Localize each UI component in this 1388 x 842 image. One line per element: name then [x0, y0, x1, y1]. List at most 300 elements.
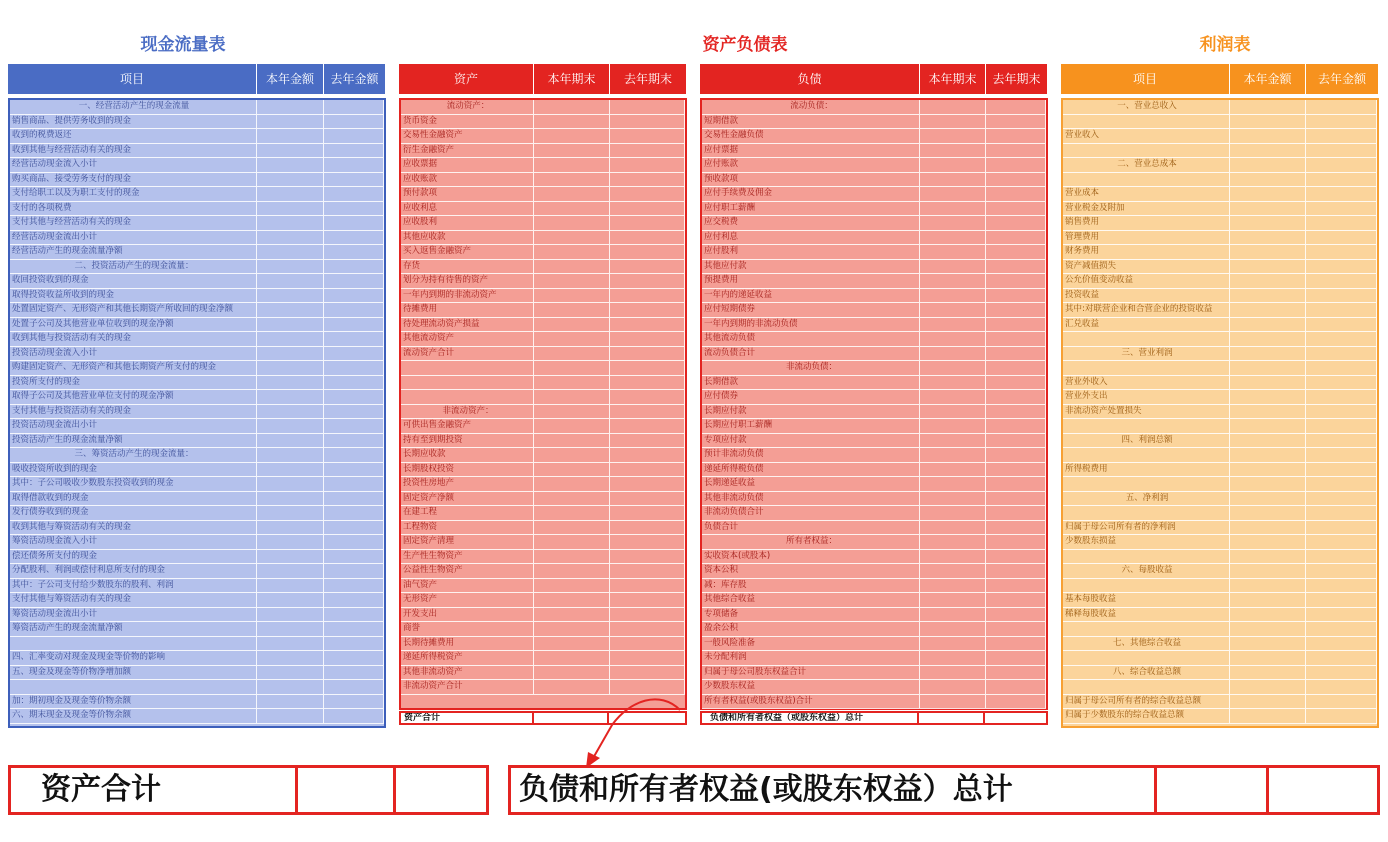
income-row-label — [1063, 622, 1230, 636]
income-row-current — [1230, 521, 1306, 535]
cashflow-row-previous — [324, 318, 384, 332]
liab-row — [702, 506, 1046, 521]
cashflow-row-label: 二、投资活动产生的现金流量： — [10, 260, 257, 274]
income-row-current — [1230, 231, 1306, 245]
liab-row-current — [920, 390, 986, 404]
cashflow-row — [10, 144, 384, 159]
income-row-label: 四、利润总额 — [1063, 434, 1230, 448]
liab-row — [702, 332, 1046, 347]
income-row-previous — [1306, 303, 1377, 317]
cashflow-row-previous — [324, 651, 384, 665]
liab-row-previous — [986, 666, 1046, 680]
assets-row-label — [401, 361, 534, 375]
liab-row — [702, 129, 1046, 144]
liab-row-label: 递延所得税负债 — [702, 463, 920, 477]
cashflow-row-previous — [324, 100, 384, 114]
cashflow-row-current — [257, 695, 324, 709]
income-row-label — [1063, 361, 1230, 375]
liab-row — [702, 202, 1046, 217]
cashflow-row-current — [257, 231, 324, 245]
assets-row-current — [534, 216, 610, 230]
assets-row-current — [534, 129, 610, 143]
assets-row-current — [534, 463, 610, 477]
liab-total-previous — [985, 713, 1046, 723]
assets-total-previous — [609, 713, 685, 723]
liab-row-current — [920, 173, 986, 187]
cashflow-row-previous — [324, 506, 384, 520]
liab-row-previous — [986, 637, 1046, 651]
income-row — [1063, 477, 1377, 492]
liab-row-label: 减：库存股 — [702, 579, 920, 593]
assets-row — [401, 231, 685, 246]
cashflow-row — [10, 158, 384, 173]
liab-row — [702, 158, 1046, 173]
zoom-assets-total-previous — [396, 768, 486, 812]
income-row-label: 汇兑收益 — [1063, 318, 1230, 332]
assets-row-label: 在建工程 — [401, 506, 534, 520]
assets-row-previous — [610, 564, 685, 578]
cashflow-row — [10, 187, 384, 202]
assets-row-previous — [610, 347, 685, 361]
liab-row — [702, 361, 1046, 376]
assets-row — [401, 579, 685, 594]
cashflow-row-current — [257, 419, 324, 433]
assets-row-label: 非流动资产： — [401, 405, 534, 419]
cashflow-row-current — [257, 144, 324, 158]
cashflow-row — [10, 202, 384, 217]
cashflow-row-label: 投资活动产生的现金流量净额 — [10, 434, 257, 448]
income-row-current — [1230, 593, 1306, 607]
liab-row — [702, 245, 1046, 260]
assets-row-current — [534, 303, 610, 317]
assets-row-label: 商誉 — [401, 622, 534, 636]
liab-row-previous — [986, 376, 1046, 390]
cashflow-row-current — [257, 100, 324, 114]
income-row-previous — [1306, 419, 1377, 433]
assets-row-previous — [610, 289, 685, 303]
income-row — [1063, 666, 1377, 681]
income-row — [1063, 303, 1377, 318]
assets-row-label: 待摊费用 — [401, 303, 534, 317]
income-row-label: 营业外支出 — [1063, 390, 1230, 404]
liab-row-previous — [986, 680, 1046, 694]
income-row-current — [1230, 303, 1306, 317]
cashflow-row — [10, 303, 384, 318]
assets-row-label: 预付款项 — [401, 187, 534, 201]
assets-row — [401, 680, 685, 695]
income-row — [1063, 231, 1377, 246]
liab-row-current — [920, 376, 986, 390]
liab-row-current — [920, 477, 986, 491]
cashflow-row-previous — [324, 129, 384, 143]
income-row — [1063, 115, 1377, 130]
income-row-current — [1230, 550, 1306, 564]
cashflow-row — [10, 260, 384, 275]
assets-row-previous — [610, 477, 685, 491]
liab-row-current — [920, 695, 986, 709]
income-row-previous — [1306, 506, 1377, 520]
income-row — [1063, 492, 1377, 507]
assets-row — [401, 144, 685, 159]
liab-row-label: 一年内到期的非流动负债 — [702, 318, 920, 332]
income-row-label: 三、营业利润 — [1063, 347, 1230, 361]
liab-row-label: 非流动负债合计 — [702, 506, 920, 520]
assets-row-previous — [610, 231, 685, 245]
cashflow-header-row — [8, 64, 386, 94]
liab-row — [702, 100, 1046, 115]
income-row-label: 营业收入 — [1063, 129, 1230, 143]
income-row-current — [1230, 564, 1306, 578]
cashflow-row-previous — [324, 405, 384, 419]
cashflow-row-previous — [324, 477, 384, 491]
income-row-label: 六、每股收益 — [1063, 564, 1230, 578]
cashflow-table — [8, 64, 386, 728]
assets-row-previous — [610, 187, 685, 201]
assets-row-label: 衍生金融资产 — [401, 144, 534, 158]
assets-row — [401, 492, 685, 507]
income-row-previous — [1306, 622, 1377, 636]
liab-row — [702, 390, 1046, 405]
assets-row-label: 应收股利 — [401, 216, 534, 230]
assets-row — [401, 506, 685, 521]
cashflow-row-current — [257, 579, 324, 593]
zoom-liab-total-previous — [1269, 768, 1377, 812]
liab-row — [702, 637, 1046, 652]
assets-row-label: 流动资产合计 — [401, 347, 534, 361]
cashflow-row — [10, 173, 384, 188]
assets-row-current — [534, 651, 610, 665]
liab-row-label: 归属于母公司股东权益合计 — [702, 666, 920, 680]
income-row-previous — [1306, 289, 1377, 303]
cashflow-row-label: 其中：子公司吸收少数股东投资收到的现金 — [10, 477, 257, 491]
cashflow-row-previous — [324, 347, 384, 361]
cashflow-row-current — [257, 361, 324, 375]
cashflow-row — [10, 274, 384, 289]
assets-row-current — [534, 535, 610, 549]
cashflow-row-previous — [324, 202, 384, 216]
liab-row-previous — [986, 289, 1046, 303]
income-row — [1063, 347, 1377, 362]
cashflow-title: 现金流量表 — [140, 35, 226, 55]
assets-row-previous — [610, 173, 685, 187]
liab-row-label: 应付票据 — [702, 144, 920, 158]
cashflow-row — [10, 637, 384, 652]
liab-total-label: 负债和所有者权益（或股东权益）总计 — [702, 713, 919, 723]
income-header-row — [1061, 64, 1379, 94]
assets-row-previous — [610, 216, 685, 230]
income-row — [1063, 709, 1377, 724]
assets-row-label: 待处理流动资产损益 — [401, 318, 534, 332]
cashflow-row-previous — [324, 289, 384, 303]
assets-row-previous — [610, 100, 685, 114]
income-row-label: 资产减值损失 — [1063, 260, 1230, 274]
cashflow-row-current — [257, 115, 324, 129]
liab-row-label: 长期应付职工薪酬 — [702, 419, 920, 433]
income-row-label: 所得税费用 — [1063, 463, 1230, 477]
income-row-current — [1230, 608, 1306, 622]
liab-row-current — [920, 434, 986, 448]
assets-row — [401, 173, 685, 188]
income-row — [1063, 274, 1377, 289]
income-row-previous — [1306, 318, 1377, 332]
assets-row-previous — [610, 434, 685, 448]
cashflow-row-previous — [324, 216, 384, 230]
income-row — [1063, 535, 1377, 550]
income-row-label: 稀释每股收益 — [1063, 608, 1230, 622]
cashflow-row-label: 投资所支付的现金 — [10, 376, 257, 390]
liab-row-label: 应付利息 — [702, 231, 920, 245]
assets-row-current — [534, 347, 610, 361]
assets-row-current — [534, 289, 610, 303]
assets-row-previous — [610, 158, 685, 172]
income-row-current — [1230, 289, 1306, 303]
cashflow-row-current — [257, 506, 324, 520]
liab-row-current — [920, 216, 986, 230]
assets-row-current — [534, 564, 610, 578]
income-row-label — [1063, 477, 1230, 491]
assets-table — [399, 64, 687, 710]
assets-row-previous — [610, 419, 685, 433]
cashflow-row — [10, 245, 384, 260]
liab-row-label: 所有者权益(或股东权益)合计 — [702, 695, 920, 709]
cashflow-row-label: 收到其他与投资活动有关的现金 — [10, 332, 257, 346]
liab-row-previous — [986, 405, 1046, 419]
liab-row-label: 长期借款 — [702, 376, 920, 390]
cashflow-row-label: 加：期初现金及现金等价物余额 — [10, 695, 257, 709]
cashflow-row — [10, 463, 384, 478]
cashflow-row-label: 其中：子公司支付给少数股东的股利、利润 — [10, 579, 257, 593]
assets-row — [401, 361, 685, 376]
assets-row-previous — [610, 376, 685, 390]
cashflow-row-label: 筹资活动产生的现金流量净额 — [10, 622, 257, 636]
income-row-label — [1063, 506, 1230, 520]
liab-row — [702, 289, 1046, 304]
income-row-label — [1063, 651, 1230, 665]
income-row-label: 基本每股收益 — [1063, 593, 1230, 607]
income-body — [1061, 98, 1379, 728]
income-row-previous — [1306, 535, 1377, 549]
assets-row-previous — [610, 637, 685, 651]
assets-row-current — [534, 448, 610, 462]
cashflow-row-label: 筹资活动现金流入小计 — [10, 535, 257, 549]
assets-row-current — [534, 202, 610, 216]
income-row-label: 销售费用 — [1063, 216, 1230, 230]
assets-row-previous — [610, 608, 685, 622]
liab-row-current — [920, 274, 986, 288]
assets-row-current — [534, 434, 610, 448]
liab-row-current — [920, 405, 986, 419]
liab-row-current — [920, 651, 986, 665]
liab-row-previous — [986, 231, 1046, 245]
liab-row-label: 少数股东权益 — [702, 680, 920, 694]
income-row — [1063, 564, 1377, 579]
liab-header-previous: 去年期末 — [986, 64, 1048, 94]
assets-row — [401, 115, 685, 130]
income-row-current — [1230, 129, 1306, 143]
income-row-label: 公允价值变动收益 — [1063, 274, 1230, 288]
income-row-previous — [1306, 434, 1377, 448]
cashflow-row-current — [257, 550, 324, 564]
liab-row-previous — [986, 593, 1046, 607]
cashflow-row-current — [257, 434, 324, 448]
liab-row-previous — [986, 260, 1046, 274]
cashflow-row-label: 三、筹资活动产生的现金流量： — [10, 448, 257, 462]
income-row-current — [1230, 245, 1306, 259]
cashflow-row-label: 收到其他与经营活动有关的现金 — [10, 144, 257, 158]
liab-row-previous — [986, 434, 1046, 448]
assets-row — [401, 332, 685, 347]
balance-title: 资产负债表 — [702, 35, 788, 55]
assets-row-label: 长期股权投资 — [401, 463, 534, 477]
liab-row-current — [920, 550, 986, 564]
cashflow-row-current — [257, 593, 324, 607]
income-row-label — [1063, 448, 1230, 462]
income-row — [1063, 434, 1377, 449]
liab-row-current — [920, 289, 986, 303]
income-row-previous — [1306, 448, 1377, 462]
cashflow-header-previous: 去年金额 — [324, 64, 386, 94]
assets-row-previous — [610, 260, 685, 274]
zoom-liab-total — [508, 765, 1380, 815]
liab-row-current — [920, 535, 986, 549]
income-row-label: 营业税金及附加 — [1063, 202, 1230, 216]
cashflow-row-label: 经营活动现金流入小计 — [10, 158, 257, 172]
cashflow-row-previous — [324, 463, 384, 477]
liab-row-previous — [986, 579, 1046, 593]
income-row — [1063, 332, 1377, 347]
liab-row-previous — [986, 492, 1046, 506]
income-row-current — [1230, 448, 1306, 462]
assets-row — [401, 245, 685, 260]
income-row-previous — [1306, 245, 1377, 259]
cashflow-row — [10, 216, 384, 231]
income-row-previous — [1306, 390, 1377, 404]
income-row-label: 投资收益 — [1063, 289, 1230, 303]
cashflow-row-current — [257, 535, 324, 549]
cashflow-row-previous — [324, 666, 384, 680]
assets-row-label: 一年内到期的非流动资产 — [401, 289, 534, 303]
assets-row-label: 其他应收款 — [401, 231, 534, 245]
income-row-previous — [1306, 463, 1377, 477]
cashflow-row — [10, 100, 384, 115]
income-row — [1063, 100, 1377, 115]
assets-row — [401, 202, 685, 217]
cashflow-row — [10, 593, 384, 608]
assets-row-current — [534, 173, 610, 187]
income-row-current — [1230, 463, 1306, 477]
liab-row-previous — [986, 187, 1046, 201]
income-row-current — [1230, 332, 1306, 346]
income-row-previous — [1306, 637, 1377, 651]
assets-header-item: 资产 — [399, 64, 534, 94]
cashflow-row-current — [257, 564, 324, 578]
cashflow-row-previous — [324, 622, 384, 636]
cashflow-row-previous — [324, 680, 384, 694]
liab-row — [702, 695, 1046, 710]
assets-row-label — [401, 390, 534, 404]
income-row-current — [1230, 260, 1306, 274]
cashflow-row-previous — [324, 390, 384, 404]
income-row-previous — [1306, 115, 1377, 129]
liab-body — [700, 98, 1048, 710]
cashflow-row-previous — [324, 637, 384, 651]
cashflow-row — [10, 115, 384, 130]
cashflow-row-label: 收到其他与筹资活动有关的现金 — [10, 521, 257, 535]
liab-row — [702, 144, 1046, 159]
income-row-current — [1230, 202, 1306, 216]
cashflow-row — [10, 521, 384, 536]
assets-total-current — [534, 713, 609, 723]
cashflow-row-previous — [324, 608, 384, 622]
assets-row — [401, 260, 685, 275]
income-row-label: 少数股东损益 — [1063, 535, 1230, 549]
cashflow-row-label: 发行债券收到的现金 — [10, 506, 257, 520]
income-row-current — [1230, 187, 1306, 201]
liabilities-table — [700, 64, 1048, 710]
assets-row-label: 可供出售金融资产 — [401, 419, 534, 433]
income-header-item: 项目 — [1061, 64, 1230, 94]
liab-row-previous — [986, 245, 1046, 259]
assets-row-current — [534, 260, 610, 274]
assets-row-current — [534, 115, 610, 129]
assets-row-label: 非流动资产合计 — [401, 680, 534, 694]
liab-row-previous — [986, 477, 1046, 491]
liab-total-row — [700, 711, 1048, 725]
income-header-current: 本年金额 — [1230, 64, 1306, 94]
assets-row-label: 固定资产清理 — [401, 535, 534, 549]
income-row-previous — [1306, 347, 1377, 361]
income-row-previous — [1306, 129, 1377, 143]
assets-row — [401, 158, 685, 173]
income-row-current — [1230, 318, 1306, 332]
cashflow-row-current — [257, 129, 324, 143]
cashflow-row-previous — [324, 245, 384, 259]
income-row-previous — [1306, 361, 1377, 375]
cashflow-row-previous — [324, 521, 384, 535]
cashflow-row — [10, 332, 384, 347]
income-row-label — [1063, 579, 1230, 593]
liab-row-current — [920, 419, 986, 433]
liab-row — [702, 463, 1046, 478]
assets-row — [401, 651, 685, 666]
assets-row-label: 长期待摊费用 — [401, 637, 534, 651]
liab-row-previous — [986, 564, 1046, 578]
liab-row — [702, 419, 1046, 434]
liab-row-previous — [986, 303, 1046, 317]
cashflow-row-current — [257, 303, 324, 317]
assets-row-label: 应收利息 — [401, 202, 534, 216]
income-row-label: 其中:对联营企业和合营企业的投资收益 — [1063, 303, 1230, 317]
income-row-current — [1230, 579, 1306, 593]
zoom-assets-total-label: 资产合计 — [11, 768, 298, 812]
income-row — [1063, 608, 1377, 623]
liab-row-previous — [986, 332, 1046, 346]
assets-row-label: 存货 — [401, 260, 534, 274]
cashflow-row — [10, 564, 384, 579]
cashflow-row-label: 收到的税费返还 — [10, 129, 257, 143]
liab-row-previous — [986, 318, 1046, 332]
income-table — [1061, 64, 1379, 728]
cashflow-row — [10, 419, 384, 434]
cashflow-row-label: 投资活动现金流出小计 — [10, 419, 257, 433]
assets-row-label: 公益性生物资产 — [401, 564, 534, 578]
cashflow-row-current — [257, 260, 324, 274]
income-row-current — [1230, 477, 1306, 491]
income-row-current — [1230, 492, 1306, 506]
cashflow-row-label: 取得子公司及其他营业单位支付的现金净额 — [10, 390, 257, 404]
income-row — [1063, 318, 1377, 333]
income-row-current — [1230, 651, 1306, 665]
